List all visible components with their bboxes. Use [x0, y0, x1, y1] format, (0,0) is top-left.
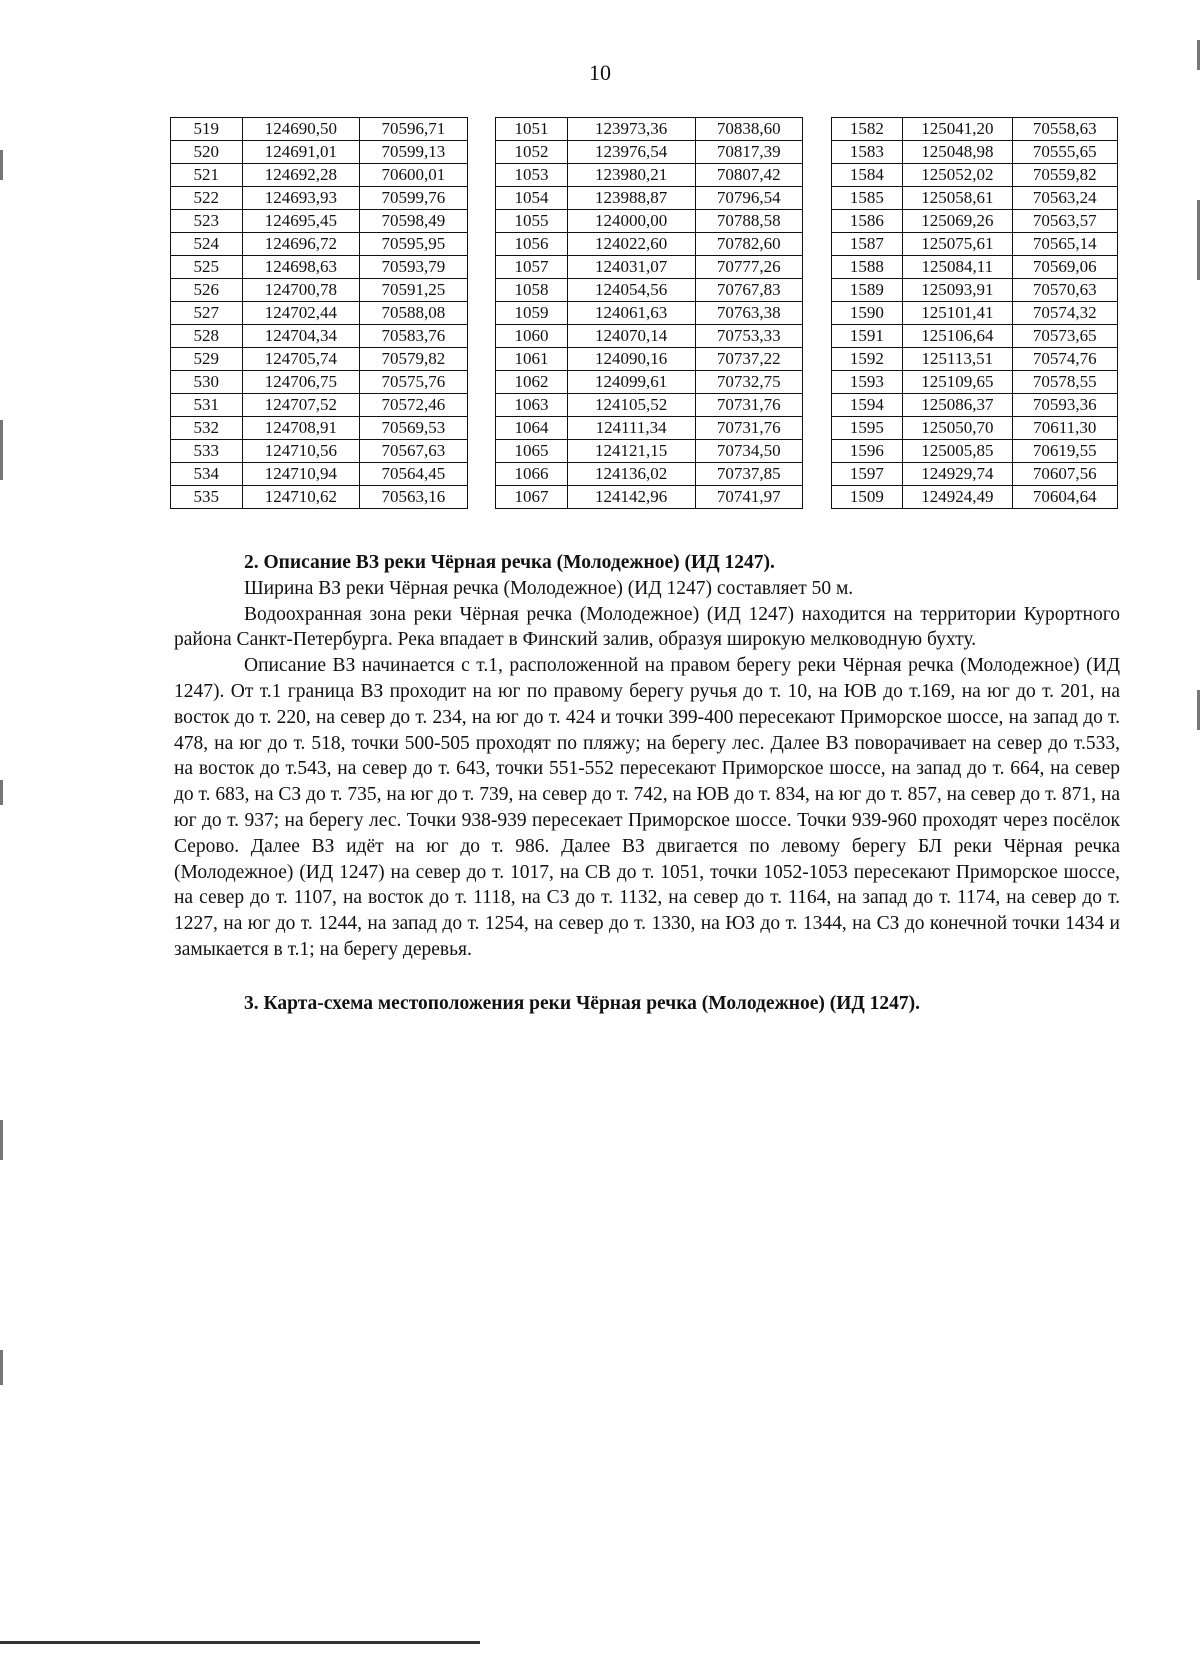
point-number-cell: 1593 — [831, 371, 903, 394]
table-row — [171, 187, 1118, 210]
point-number-cell: 521 — [171, 164, 243, 187]
document-body — [174, 550, 1120, 1017]
y-coordinate-cell: 70611,30 — [1012, 417, 1117, 440]
table-row — [171, 486, 1118, 509]
point-number-cell: 1585 — [831, 187, 903, 210]
point-number-cell: 529 — [171, 348, 243, 371]
y-coordinate-cell: 70563,57 — [1012, 210, 1117, 233]
table-row — [171, 164, 1118, 187]
x-coordinate-cell: 125052,02 — [903, 164, 1012, 187]
x-coordinate-cell: 125109,65 — [903, 371, 1012, 394]
x-coordinate-cell: 125113,51 — [903, 348, 1012, 371]
column-gap — [467, 486, 496, 509]
table-row — [171, 463, 1118, 486]
point-number-cell: 525 — [171, 256, 243, 279]
y-coordinate-cell: 70572,46 — [360, 394, 467, 417]
page-number: 10 — [589, 60, 611, 85]
y-coordinate-cell: 70583,76 — [360, 325, 467, 348]
section-2-zone-paragraph: Водоохранная зона реки Чёрная речка (Молодежное) (ИД 1247) находится на территории Курортного района Санкт-Петербурга. Река впадает в Финский залив, образуя широкую мелководную бухту. — [174, 603, 1120, 651]
x-coordinate-cell: 124070,14 — [567, 325, 695, 348]
y-coordinate-cell: 70599,13 — [360, 141, 467, 164]
point-number-cell: 1588 — [831, 256, 903, 279]
x-coordinate-cell: 125106,64 — [903, 325, 1012, 348]
table-row — [171, 233, 1118, 256]
scan-edge-marks-right — [1196, 0, 1200, 1653]
y-coordinate-cell: 70807,42 — [695, 164, 802, 187]
column-gap — [802, 141, 831, 164]
point-number-cell: 1509 — [831, 486, 903, 509]
y-coordinate-cell: 70753,33 — [695, 325, 802, 348]
table-row — [171, 394, 1118, 417]
y-coordinate-cell: 70555,65 — [1012, 141, 1117, 164]
point-number-cell: 1065 — [496, 440, 568, 463]
column-gap — [802, 187, 831, 210]
point-number-cell: 528 — [171, 325, 243, 348]
column-gap — [802, 394, 831, 417]
x-coordinate-cell: 124692,28 — [242, 164, 360, 187]
y-coordinate-cell: 70741,97 — [695, 486, 802, 509]
point-number-cell: 533 — [171, 440, 243, 463]
point-number-cell: 1051 — [496, 118, 568, 141]
column-gap — [802, 302, 831, 325]
column-gap — [802, 486, 831, 509]
y-coordinate-cell: 70578,55 — [1012, 371, 1117, 394]
y-coordinate-cell: 70574,76 — [1012, 348, 1117, 371]
x-coordinate-cell: 123988,87 — [567, 187, 695, 210]
y-coordinate-cell: 70565,14 — [1012, 233, 1117, 256]
point-number-cell: 1595 — [831, 417, 903, 440]
table-row — [171, 371, 1118, 394]
y-coordinate-cell: 70782,60 — [695, 233, 802, 256]
x-coordinate-cell: 124695,45 — [242, 210, 360, 233]
point-number-cell: 522 — [171, 187, 243, 210]
point-number-cell: 531 — [171, 394, 243, 417]
x-coordinate-cell: 125050,70 — [903, 417, 1012, 440]
x-coordinate-cell: 124706,75 — [242, 371, 360, 394]
column-gap — [802, 118, 831, 141]
y-coordinate-cell: 70796,54 — [695, 187, 802, 210]
column-gap — [467, 371, 496, 394]
y-coordinate-cell: 70737,85 — [695, 463, 802, 486]
x-coordinate-cell: 125101,41 — [903, 302, 1012, 325]
y-coordinate-cell: 70563,24 — [1012, 187, 1117, 210]
x-coordinate-cell: 124693,93 — [242, 187, 360, 210]
y-coordinate-cell: 70767,83 — [695, 279, 802, 302]
y-coordinate-cell: 70570,63 — [1012, 279, 1117, 302]
x-coordinate-cell: 124698,63 — [242, 256, 360, 279]
point-number-cell: 1054 — [496, 187, 568, 210]
y-coordinate-cell: 70600,01 — [360, 164, 467, 187]
point-number-cell: 1591 — [831, 325, 903, 348]
x-coordinate-cell: 124707,52 — [242, 394, 360, 417]
y-coordinate-cell: 70579,82 — [360, 348, 467, 371]
column-gap — [467, 164, 496, 187]
point-number-cell: 1589 — [831, 279, 903, 302]
y-coordinate-cell: 70564,45 — [360, 463, 467, 486]
point-number-cell: 1064 — [496, 417, 568, 440]
x-coordinate-cell: 124061,63 — [567, 302, 695, 325]
column-gap — [467, 118, 496, 141]
point-number-cell: 1596 — [831, 440, 903, 463]
column-gap — [467, 210, 496, 233]
point-number-cell: 1587 — [831, 233, 903, 256]
x-coordinate-cell: 124710,56 — [242, 440, 360, 463]
x-coordinate-cell: 123973,36 — [567, 118, 695, 141]
x-coordinate-cell: 125069,26 — [903, 210, 1012, 233]
x-coordinate-cell: 125086,37 — [903, 394, 1012, 417]
scan-bottom-rule — [0, 1641, 480, 1644]
point-number-cell: 1058 — [496, 279, 568, 302]
y-coordinate-cell: 70737,22 — [695, 348, 802, 371]
point-number-cell: 524 — [171, 233, 243, 256]
point-number-cell: 1584 — [831, 164, 903, 187]
point-number-cell: 1056 — [496, 233, 568, 256]
x-coordinate-cell: 124702,44 — [242, 302, 360, 325]
y-coordinate-cell: 70595,95 — [360, 233, 467, 256]
y-coordinate-cell: 70573,65 — [1012, 325, 1117, 348]
column-gap — [467, 325, 496, 348]
y-coordinate-cell: 70559,82 — [1012, 164, 1117, 187]
x-coordinate-cell: 124142,96 — [567, 486, 695, 509]
column-gap — [802, 348, 831, 371]
point-number-cell: 534 — [171, 463, 243, 486]
y-coordinate-cell: 70558,63 — [1012, 118, 1117, 141]
column-gap — [802, 371, 831, 394]
x-coordinate-cell: 125005,85 — [903, 440, 1012, 463]
x-coordinate-cell: 125084,11 — [903, 256, 1012, 279]
x-coordinate-cell: 125093,91 — [903, 279, 1012, 302]
column-gap — [467, 394, 496, 417]
x-coordinate-cell: 124099,61 — [567, 371, 695, 394]
point-number-cell: 1583 — [831, 141, 903, 164]
y-coordinate-cell: 70588,08 — [360, 302, 467, 325]
point-number-cell: 1594 — [831, 394, 903, 417]
x-coordinate-cell: 123980,21 — [567, 164, 695, 187]
x-coordinate-cell: 124105,52 — [567, 394, 695, 417]
point-number-cell: 1067 — [496, 486, 568, 509]
column-gap — [467, 187, 496, 210]
point-number-cell: 520 — [171, 141, 243, 164]
column-gap — [467, 233, 496, 256]
point-number-cell: 1592 — [831, 348, 903, 371]
y-coordinate-cell: 70569,53 — [360, 417, 467, 440]
x-coordinate-cell: 124121,15 — [567, 440, 695, 463]
x-coordinate-cell: 124022,60 — [567, 233, 695, 256]
column-gap — [802, 256, 831, 279]
section-2-width-paragraph: Ширина ВЗ реки Чёрная речка (Молодежное) (ИД 1247) составляет 50 м. — [244, 577, 854, 599]
y-coordinate-cell: 70574,32 — [1012, 302, 1117, 325]
column-gap — [467, 463, 496, 486]
y-coordinate-cell: 70591,25 — [360, 279, 467, 302]
y-coordinate-cell: 70567,63 — [360, 440, 467, 463]
x-coordinate-cell: 124136,02 — [567, 463, 695, 486]
point-number-cell: 1582 — [831, 118, 903, 141]
table-row — [171, 118, 1118, 141]
table-row — [171, 279, 1118, 302]
table-row — [171, 141, 1118, 164]
x-coordinate-cell: 124700,78 — [242, 279, 360, 302]
table-row — [171, 256, 1118, 279]
x-coordinate-cell: 124710,94 — [242, 463, 360, 486]
table-row — [171, 348, 1118, 371]
point-number-cell: 1052 — [496, 141, 568, 164]
point-number-cell: 1066 — [496, 463, 568, 486]
scan-edge-marks-left — [0, 0, 4, 1653]
point-number-cell: 1053 — [496, 164, 568, 187]
y-coordinate-cell: 70788,58 — [695, 210, 802, 233]
y-coordinate-cell: 70732,75 — [695, 371, 802, 394]
y-coordinate-cell: 70731,76 — [695, 394, 802, 417]
column-gap — [467, 256, 496, 279]
point-number-cell: 1060 — [496, 325, 568, 348]
x-coordinate-cell: 124000,00 — [567, 210, 695, 233]
x-coordinate-cell: 125041,20 — [903, 118, 1012, 141]
column-gap — [802, 210, 831, 233]
table-row — [171, 440, 1118, 463]
x-coordinate-cell: 124929,74 — [903, 463, 1012, 486]
y-coordinate-cell: 70777,26 — [695, 256, 802, 279]
x-coordinate-cell: 124708,91 — [242, 417, 360, 440]
x-coordinate-cell: 125058,61 — [903, 187, 1012, 210]
y-coordinate-cell: 70563,16 — [360, 486, 467, 509]
y-coordinate-cell: 70575,76 — [360, 371, 467, 394]
y-coordinate-cell: 70593,79 — [360, 256, 467, 279]
x-coordinate-cell: 123976,54 — [567, 141, 695, 164]
column-gap — [802, 164, 831, 187]
x-coordinate-cell: 125075,61 — [903, 233, 1012, 256]
point-number-cell: 1055 — [496, 210, 568, 233]
x-coordinate-cell: 124696,72 — [242, 233, 360, 256]
x-coordinate-cell: 124710,62 — [242, 486, 360, 509]
x-coordinate-cell: 124705,74 — [242, 348, 360, 371]
point-number-cell: 526 — [171, 279, 243, 302]
column-gap — [467, 279, 496, 302]
column-gap — [467, 348, 496, 371]
column-gap — [467, 417, 496, 440]
point-number-cell: 1061 — [496, 348, 568, 371]
coordinates-table-body — [171, 118, 1118, 509]
y-coordinate-cell: 70604,64 — [1012, 486, 1117, 509]
table-row — [171, 302, 1118, 325]
section-2-description-paragraph: Описание ВЗ начинается с т.1, расположенной на правом берегу реки Чёрная речка (Молодежное) (ИД 1247). От т.1 граница ВЗ проходит на юг по правому берегу ручья до т. 10, на ЮВ до т.169, на юг до т. 201, на восток до т. 220, на север до т. 234, на юг до т. 424 и точки 399-400 пересекают Приморское шоссе, на запад до т. 478, на юг до т. 518, точки 500-505 проходят по пляжу; на берегу лес. Далее ВЗ поворачивает на север до т.533, на восток до т.543, на север до т. 643, точки 551-552 пересекают Приморское шоссе, на запад до т. 664, на север до т. 683, на СЗ до т. 735, на юг до т. 739, на север до т. 742, на ЮВ до т. 834, на юг до т. 857, на север до т. 871, на юг до т. 937; на берегу лес. Точки 938-939 пересекает Приморское шоссе. Точки 939-960 проходят через посёлок Серово. Далее ВЗ идёт на юг до т. 986. Далее ВЗ двигается по левому берегу БЛ реки Чёрная речка (Молодежное) (ИД 1247) на север до т. 1017, на СВ до т. 1051, точки 1052-1053 пересекают Приморское шоссе, на север до т. 1107, на восток до т. 1118, на СЗ до т. 1132, на север до т. 1164, на запад до т. 1174, на север до т. 1227, на юг до т. 1244, на запад до т. 1254, на север до т. 1330, на ЮЗ до т. 1344, на СЗ до конечной точки 1434 и замыкается в т.1; на берегу деревья. — [174, 655, 1120, 960]
point-number-cell: 535 — [171, 486, 243, 509]
column-gap — [802, 463, 831, 486]
section-2-heading: 2. Описание ВЗ реки Чёрная речка (Молодежное) (ИД 1247). — [244, 552, 775, 573]
point-number-cell: 523 — [171, 210, 243, 233]
column-gap — [802, 325, 831, 348]
y-coordinate-cell: 70596,71 — [360, 118, 467, 141]
point-number-cell: 1063 — [496, 394, 568, 417]
point-number-cell: 530 — [171, 371, 243, 394]
y-coordinate-cell: 70838,60 — [695, 118, 802, 141]
y-coordinate-cell: 70734,50 — [695, 440, 802, 463]
point-number-cell: 1062 — [496, 371, 568, 394]
coordinates-table — [170, 117, 1118, 509]
y-coordinate-cell: 70599,76 — [360, 187, 467, 210]
table-row — [171, 325, 1118, 348]
y-coordinate-cell: 70817,39 — [695, 141, 802, 164]
column-gap — [802, 233, 831, 256]
table-row — [171, 210, 1118, 233]
point-number-cell: 527 — [171, 302, 243, 325]
column-gap — [467, 302, 496, 325]
column-gap — [802, 417, 831, 440]
point-number-cell: 1057 — [496, 256, 568, 279]
point-number-cell: 519 — [171, 118, 243, 141]
y-coordinate-cell: 70763,38 — [695, 302, 802, 325]
x-coordinate-cell: 124054,56 — [567, 279, 695, 302]
column-gap — [467, 440, 496, 463]
x-coordinate-cell: 124924,49 — [903, 486, 1012, 509]
x-coordinate-cell: 125048,98 — [903, 141, 1012, 164]
x-coordinate-cell: 124031,07 — [567, 256, 695, 279]
y-coordinate-cell: 70569,06 — [1012, 256, 1117, 279]
point-number-cell: 1590 — [831, 302, 903, 325]
x-coordinate-cell: 124704,34 — [242, 325, 360, 348]
column-gap — [467, 141, 496, 164]
point-number-cell: 1586 — [831, 210, 903, 233]
x-coordinate-cell: 124690,50 — [242, 118, 360, 141]
y-coordinate-cell: 70607,56 — [1012, 463, 1117, 486]
y-coordinate-cell: 70598,49 — [360, 210, 467, 233]
column-gap — [802, 279, 831, 302]
point-number-cell: 1597 — [831, 463, 903, 486]
x-coordinate-cell: 124111,34 — [567, 417, 695, 440]
y-coordinate-cell: 70593,36 — [1012, 394, 1117, 417]
x-coordinate-cell: 124691,01 — [242, 141, 360, 164]
x-coordinate-cell: 124090,16 — [567, 348, 695, 371]
point-number-cell: 1059 — [496, 302, 568, 325]
y-coordinate-cell: 70731,76 — [695, 417, 802, 440]
column-gap — [802, 440, 831, 463]
point-number-cell: 532 — [171, 417, 243, 440]
y-coordinate-cell: 70619,55 — [1012, 440, 1117, 463]
section-3-heading: 3. Карта-схема местоположения реки Чёрная речка (Молодежное) (ИД 1247). — [244, 992, 921, 1014]
table-row — [171, 417, 1118, 440]
